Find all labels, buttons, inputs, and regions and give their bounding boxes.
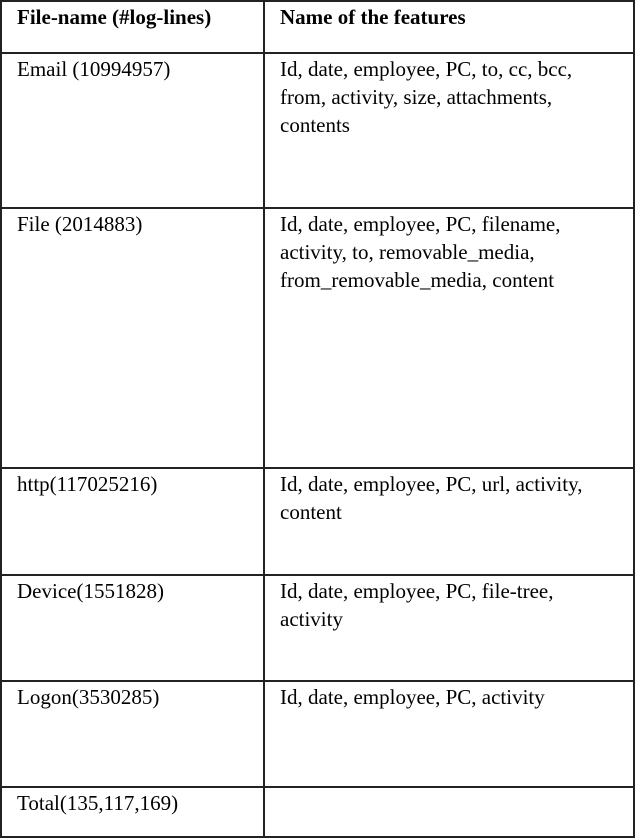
features-cell: Id, date, employee, PC, filename, activity, to, removable_media, from_removable_media, content bbox=[264, 208, 634, 468]
features-cell bbox=[264, 787, 634, 837]
features-cell: Id, date, employee, PC, file-tree, activity bbox=[264, 575, 634, 681]
header-row bbox=[1, 1, 634, 53]
file-cell: Logon(3530285) bbox=[1, 681, 264, 787]
file-cell: File (2014883) bbox=[1, 208, 264, 468]
file-cell: Device(1551828) bbox=[1, 575, 264, 681]
file-cell: Total(135,117,169) bbox=[1, 787, 264, 837]
table-row bbox=[1, 575, 634, 681]
file-cell: http(117025216) bbox=[1, 468, 264, 575]
file-cell: Email (10994957) bbox=[1, 53, 264, 208]
header-file-name: File-name (#log-lines) bbox=[1, 1, 264, 53]
header-features: Name of the features bbox=[264, 1, 634, 53]
table-row bbox=[1, 53, 634, 208]
features-cell: Id, date, employee, PC, activity bbox=[264, 681, 634, 787]
features-cell: Id, date, employee, PC, to, cc, bcc, from, activity, size, attachments, contents bbox=[264, 53, 634, 208]
table-row bbox=[1, 208, 634, 468]
table-row bbox=[1, 468, 634, 575]
total-row bbox=[1, 787, 634, 837]
features-cell: Id, date, employee, PC, url, activity, content bbox=[264, 468, 634, 575]
table-row bbox=[1, 681, 634, 787]
